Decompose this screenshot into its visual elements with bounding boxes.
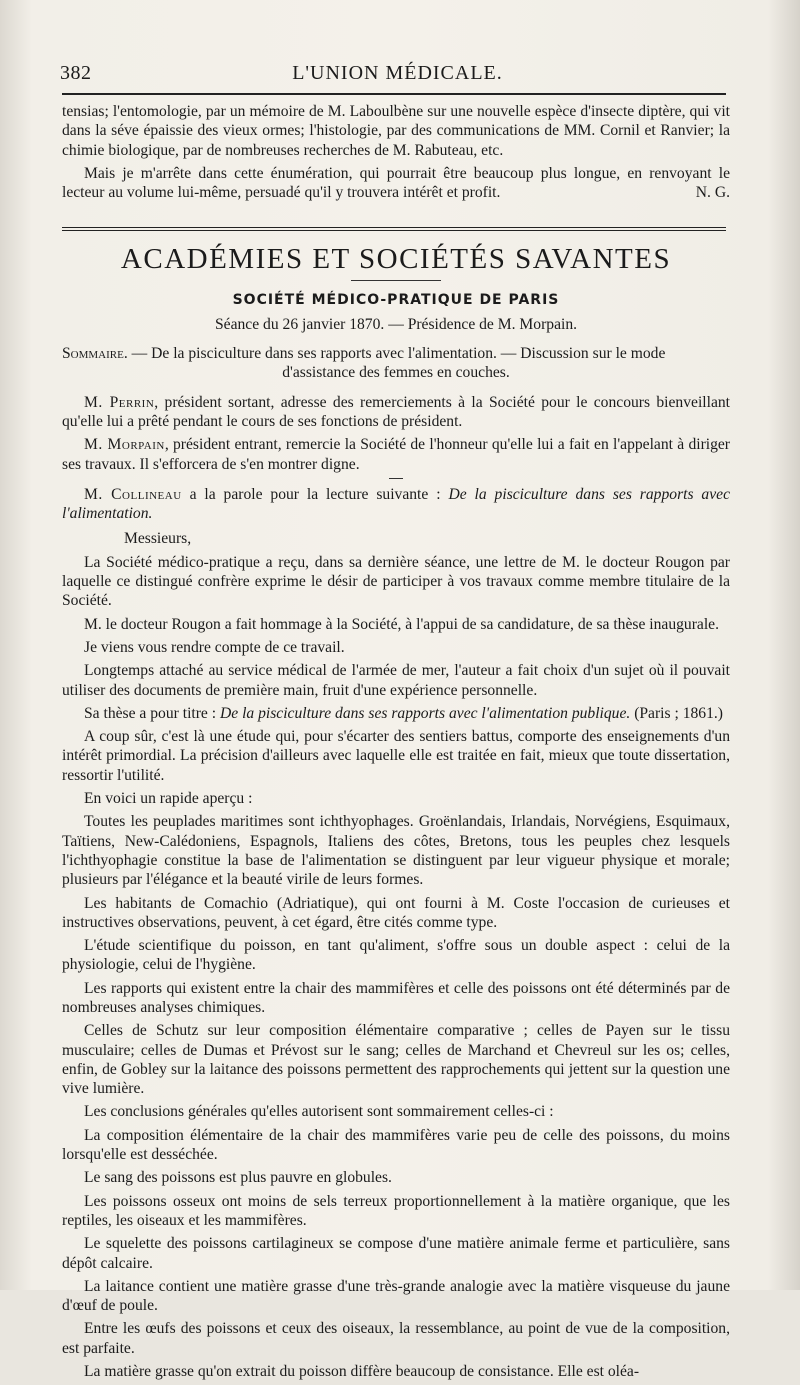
running-head: L'UNION MÉDICALE. (292, 62, 503, 84)
seance-line: Séance du 26 janvier 1870. — Présidence de M. Morpain. (214, 315, 578, 333)
society-name: SOCIÉTÉ MÉDICO-PRATIQUE DE PARIS (232, 292, 560, 309)
these-suffix: (Paris ; 1861.) (630, 704, 723, 722)
salutation: Messieurs, (124, 530, 192, 548)
collineau-name: M. Collineau (84, 485, 182, 503)
body-paragraph: Les rapports qui existent entre la chair des mammifères et celle des poissons ont été déterminés par de nombreuses analyses chimiques. (62, 979, 730, 1016)
body-paragraph: Toutes les peuplades maritimes sont ichthyophages. Groënlandais, Irlandais, Norvégiens, Esquimaux, Taïtiens, New-Calédoniens, Espagnols, Italiens des côtes, Bretons, tous les peuples chez lesquels l'ichthyophagie constitue la base de l'alimentation se distinguent par leur vigueur physique et morale; plusieurs par l'élégance et la beauté virile de leurs formes. (62, 813, 730, 889)
body-paragraph: Les habitants de Comachio (Adriatique), qui ont fourni à M. Coste l'occasion de curieuses et instructives observations, peuvent, à cet égard, être cités comme type. (62, 894, 730, 931)
page-body (62, 102, 730, 1385)
summary-label: Sommaire. (62, 345, 128, 363)
morpain-text: , président entrant, remercie la Société de l'honneur qu'elle lui a fait en l'appelant à diriger ses travaux. Il s'efforcera de s'en montrer digne. (62, 436, 731, 473)
collineau-text: a la parole pour la lecture suivante : (181, 485, 449, 503)
body-paragraph: Le squelette des poissons cartilagineux se compose d'une matière animale ferme et particulière, sans dépôt calcaire. (62, 1235, 730, 1272)
header-rule (62, 93, 726, 95)
body-paragraph: Je viens vous rendre compte de ce travail. (84, 638, 345, 656)
title-rule (351, 280, 441, 281)
body-paragraph: Le sang des poissons est plus pauvre en globules. (84, 1169, 392, 1187)
these-title: De la pisciculture dans ses rapports avec l'alimentation publique. (219, 704, 631, 722)
page-number: 382 (60, 62, 92, 84)
intro-paragraph-2 (62, 164, 730, 203)
collineau-paragraph (62, 485, 730, 524)
summary-text-2: d'assistance des femmes en couches. (282, 364, 510, 382)
perrin-paragraph (62, 393, 730, 432)
summary (62, 344, 730, 383)
body-paragraph: La matière grasse qu'on extrait du poisson diffère beaucoup de consistance. Elle est oléa- (84, 1363, 640, 1381)
body-paragraph: M. le docteur Rougon a fait hommage à la Société, à l'appui de sa candidature, de sa thèse inaugurale. (84, 615, 719, 633)
page-header (60, 62, 735, 88)
body-paragraph: La composition élémentaire de la chair des mammifères varie peu de celle des poissons, du moins lorsqu'elle est desséchée. (62, 1126, 730, 1164)
body-paragraph: Les conclusions générales qu'elles autorisent sont sommairement celles-ci : (84, 1103, 554, 1121)
section-double-rule (62, 227, 726, 234)
body-paragraph: L'étude scientifique du poisson, en tant qu'aliment, s'offre sous un double aspect : celui de la physiologie, celui de l'hygiène. (62, 937, 730, 974)
perrin-text: , président sortant, adresse des remerciements à la Société pour le concours bienveillant qu'elle lui a prêté pendant le cours de ses fonctions de président. (62, 393, 730, 430)
perrin-name: M. Perrin (84, 393, 155, 411)
intro-paragraph-2-text: Mais je m'arrête dans cette énumération, qui pourrait être beaucoup plus longue, en renvoyant le lecteur au volume lui-même, persuadé qu'il y trouvera intérêt et profit. (62, 164, 730, 202)
body-paragraph: La Société médico-pratique a reçu, dans sa dernière séance, une lettre de M. le docteur Rougon par laquelle ce distingué confrère exprime le désir de participer à vos travaux comme membre titulaire de la Société. (62, 553, 730, 610)
these-prefix: Sa thèse a pour titre : (84, 704, 220, 722)
summary-text: — De la pisciculture dans ses rapports avec l'alimentation. — Discussion sur le mode (127, 345, 666, 363)
these-paragraph (62, 704, 730, 723)
section-title: ACADÉMIES ET SOCIÉTÉS SAVANTES (120, 243, 672, 276)
body-paragraph: Les poissons osseux ont moins de sels terreux proportionnellement à la matière organique, que les reptiles, les oiseaux et les mammifères. (62, 1192, 730, 1229)
body-paragraph: En voici un rapide aperçu : (84, 790, 253, 808)
body-paragraph: Longtemps attaché au service médical de l'armée de mer, l'auteur a fait choix d'un sujet où il pouvait utiliser des documents de première main, fruit d'une expérience personnelle. (62, 662, 730, 699)
morpain-paragraph (62, 435, 730, 474)
body-paragraph: La laitance contient une matière grasse d'une très-grande analogie avec la matière visqueuse du jaune d'œuf de poule. (62, 1277, 730, 1315)
collineau-title: De la pisciculture dans ses rapports avec l'alimentation. (62, 485, 730, 523)
body-paragraph: A coup sûr, c'est là une étude qui, pour s'écarter des sentiers battus, comporte des enseignements d'un intérêt primordial. La précision d'ailleurs avec laquelle elle est traitée en fait, mieux que toute dissertation, ressortir l'utilité. (62, 728, 730, 784)
signature: N. G. (695, 184, 730, 202)
morpain-name: M. Morpain (84, 436, 165, 454)
body-paragraph: Entre les œufs des poissons et ceux des oiseaux, la ressemblance, au point de vue de la composition, est parfaite. (62, 1320, 730, 1357)
body-paragraph: Celles de Schutz sur leur composition élémentaire comparative ; celles de Payen sur le tissu musculaire; celles de Dumas et Prévost sur le sang; celles de Marchand et Chevreul sur les os; celles, enfin, de Gobley sur la laitance des poissons permettent des rapprochements qui jettent sur la question une vive lumière. (62, 1022, 730, 1098)
paragraph-separator (389, 478, 403, 479)
intro-paragraph-1: tensias; l'entomologie, par un mémoire de M. Laboulbène sur une nouvelle espèce d'insecte diptère, qui vit dans la séve épaissie des vieux ormes; l'histologie, par des communications de MM. Cornil et Ranvier; la chimie biologique, par de nombreuses recherches de M. Rabuteau, etc. (62, 103, 730, 159)
